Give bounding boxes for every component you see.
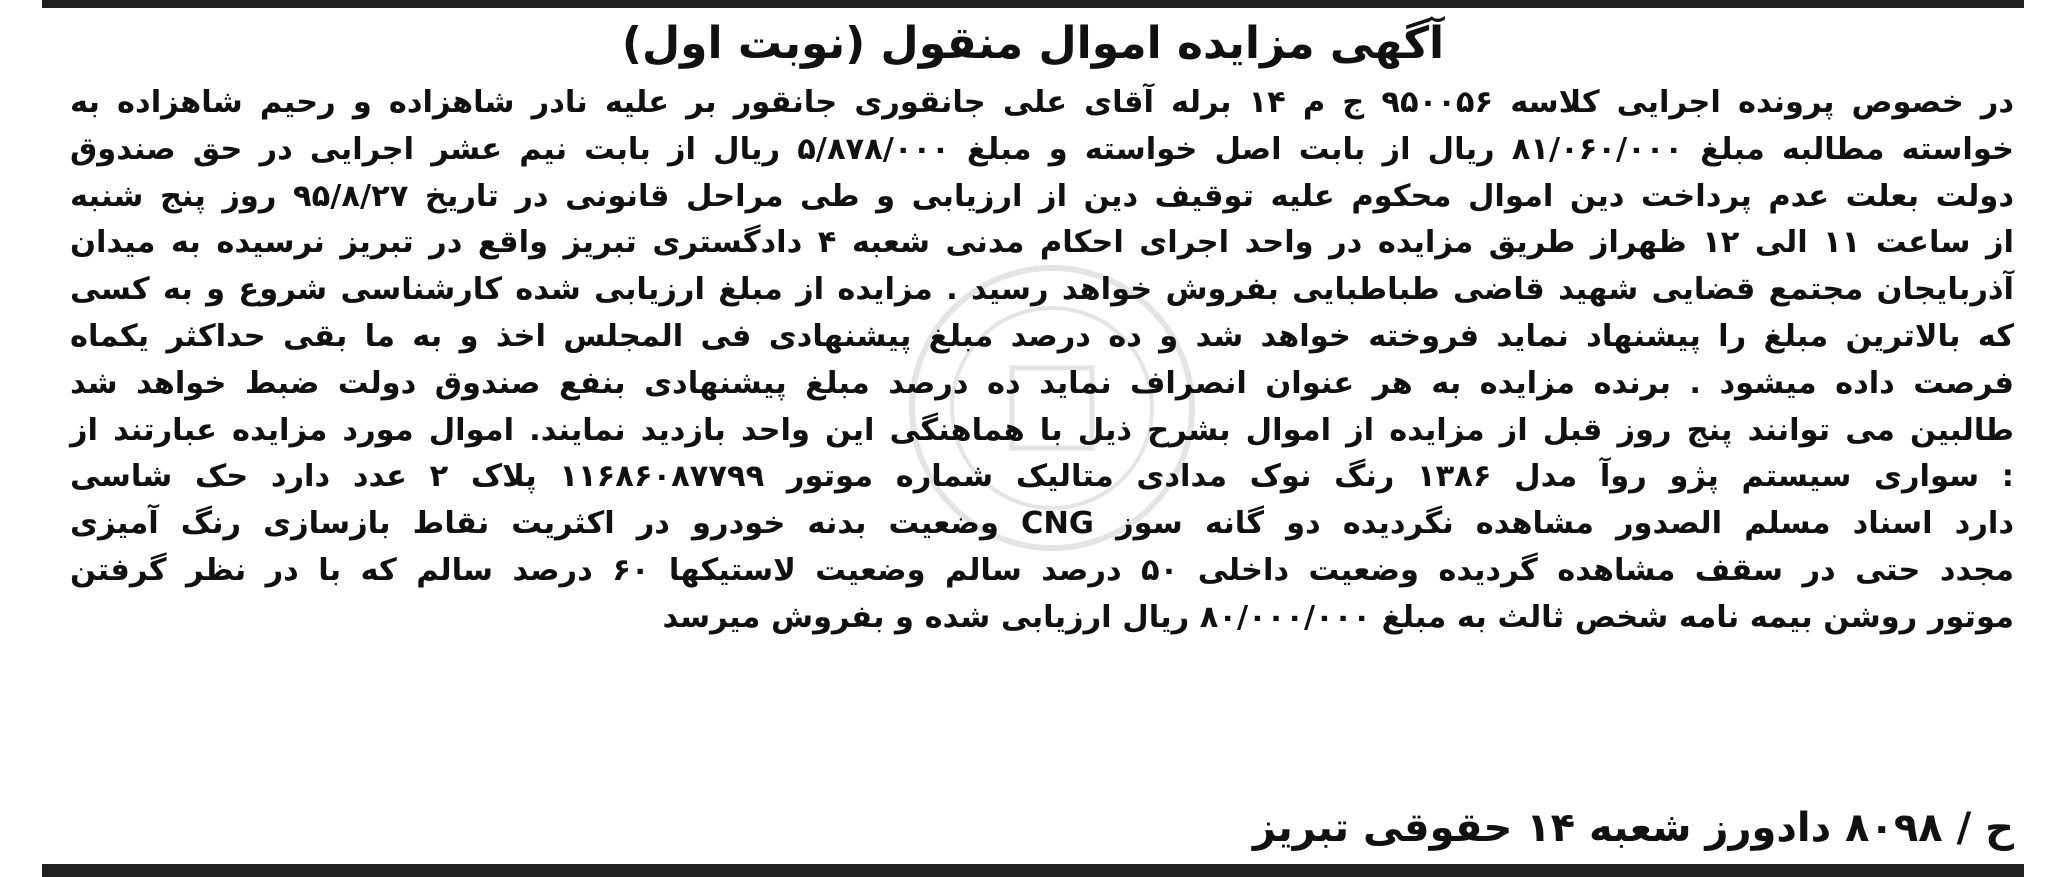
notice-line: مجدد حتی در سقف مشاهده گردیده وضعیت داخلی ۵۰ درصد سالم وضعیت لاستیکها ۶۰ درصد سالم که با در نظر گرفتن [70,552,2014,588]
notice-line: که بالاترین مبلغ را پیشنهاد نماید فروخته خواهد شد و ده درصد مبلغ پیشنهادی فی المجلس اخذ و به ما بقی حداکثر یکماه [70,318,2014,354]
bottom-rule [42,864,2024,877]
notice-line: خواسته مطالبه مبلغ ۸۱/۰۶۰/۰۰۰ ریال از بابت اصل خواسته و مبلغ ۵/۸۷۸/۰۰۰ ریال از بابت نیم عشر اجرایی در حق صندوق [70,131,2014,167]
notice-line: طالبین می توانند پنج روز قبل از مزایده از اموال بشرح ذیل با هماهنگی این واحد بازدید نمایند. اموال مورد مزایده عبارتند از [70,412,2014,448]
notice-title: آگهی مزایده اموال منقول (نوبت اول) [621,18,1445,69]
notice-line: : سواری سیستم پژو روآ مدل ۱۳۸۶ رنگ نوک مدادی متالیک شماره موتور ۱۱۶۸۶۰۸۷۷۹۹ پلاک ۲ عدد دارد حک شاسی [70,459,2014,495]
notice-line: دولت بعلت عدم پرداخت دین اموال محکوم علیه توقیف دین از ارزیابی و طی مراحل قانونی در تاریخ ۹۵/۸/۲۷ روز پنج شنبه [70,178,2014,214]
top-rule [42,0,2024,8]
auction-notice [42,8,2024,864]
notice-line: از ساعت ۱۱ الی ۱۲ ظهراز طریق مزایده در واحد اجرای احکام مدنی شعبه ۴ دادگستری تبریز واقع در تبریز نرسیده به میدان [70,225,2014,261]
notice-line: موتور روشن بیمه نامه شخص ثالث به مبلغ ۸۰/۰۰۰/۰۰۰ ریال ارزیابی شده و بفروش میرسد [662,599,2014,635]
notice-line: دارد اسناد مسلم الصدور مشاهده نگردیده دو گانه سوز CNG وضعیت بدنه خودرو در اکثریت نقاط بازسازی رنگ آمیزی [70,506,2014,542]
notice-line: آذربایجان مجتمع قضایی شهید قاضی طباطبایی بفروش خواهد رسید . مزایده از مبلغ ارزیابی شده کارشناسی شروع و به کسی [70,272,2014,308]
watermark-seal-icon [902,258,1202,558]
signature-line: ح / ۸۰۹۸ دادورز شعبه ۱۴ حقوقی تبریز [1252,805,2014,851]
notice-line: در خصوص پرونده اجرایی کلاسه ۹۵۰۰۵۶ ج م ۱۴ برله آقای علی جانقوری جانقور بر علیه نادر شاهزاده و رحیم شاهزاده به [70,85,2014,120]
notice-line: فرصت داده میشود . برنده مزایده به هر عنوان انصراف نماید ده درصد مبلغ پیشنهادی بنفع صندوق دولت ضبط خواهد شد [70,365,2014,401]
